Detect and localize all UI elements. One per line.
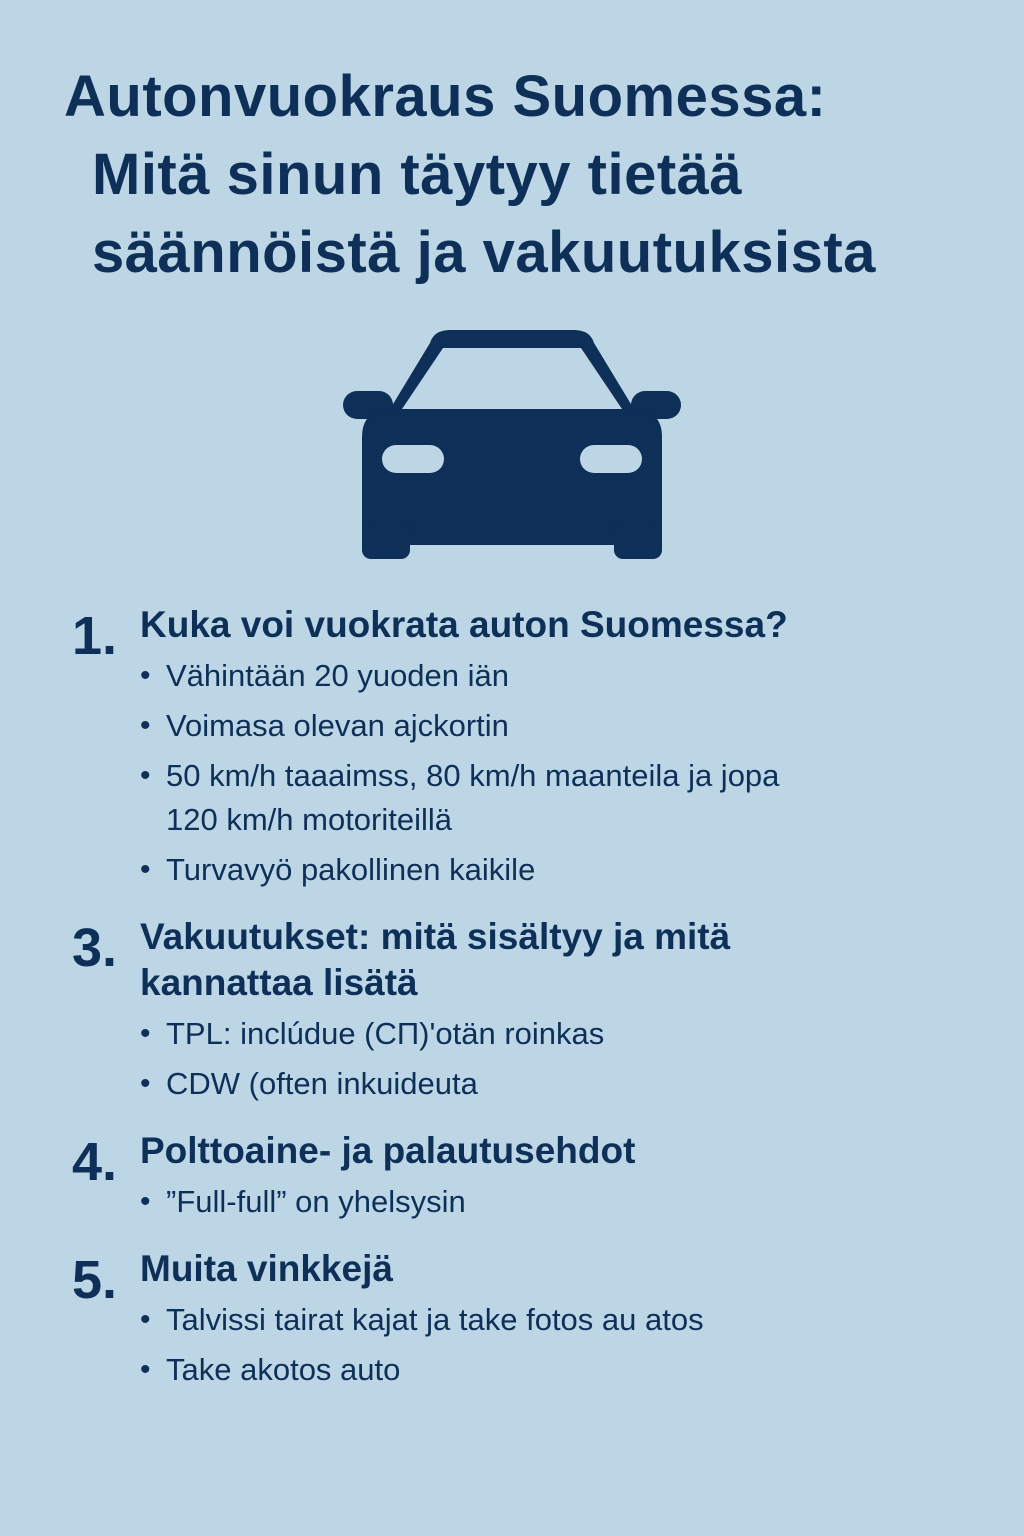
list-item-text: ”Full-full” on yhelsysin (166, 1184, 466, 1219)
section-items (140, 1298, 1024, 1392)
list-item (140, 1298, 1024, 1342)
list-item-text: Take akotos auto (166, 1352, 401, 1387)
bullet-icon: • (140, 1067, 151, 1100)
list-item (140, 1180, 1024, 1224)
list-item (140, 1062, 1024, 1106)
bullet-icon: • (140, 1185, 151, 1218)
bullet-icon: • (140, 1017, 151, 1050)
bullet-icon: • (140, 659, 151, 692)
sections-list (0, 596, 1024, 1392)
list-item-text: Voimasa olevan ajckortin (166, 708, 509, 743)
section-5 (0, 1240, 1024, 1392)
car-icon (340, 325, 684, 565)
section-number: 3. (72, 918, 118, 978)
section-number: 5. (72, 1250, 118, 1310)
list-item (140, 754, 1024, 842)
bullet-icon: • (140, 853, 151, 886)
bullet-icon: • (140, 709, 151, 742)
section-title: Kuka voi vuokrata auton Suomessa? (140, 604, 788, 645)
list-item (140, 1012, 1024, 1056)
section-items (140, 654, 1024, 892)
list-item (140, 848, 1024, 892)
section-items (140, 1012, 1024, 1106)
section-title: Vakuutukset: mitä sisältyy ja mitä kannattaa lisätä (140, 916, 731, 1003)
section-number: 1. (72, 606, 118, 666)
title-line-3: säännöistä ja vakuutuksista (92, 220, 876, 285)
list-item-text: Turvavyö pakollinen kaikile (166, 852, 536, 887)
section-1 (0, 596, 1024, 892)
list-item (140, 704, 1024, 748)
page-title (0, 58, 1024, 292)
bullet-icon: • (140, 1303, 151, 1336)
section-3 (0, 908, 1024, 1106)
section-title: Muita vinkkejä (140, 1248, 393, 1289)
list-item-text: CDW (often inkuideuta (166, 1066, 478, 1101)
section-items (140, 1180, 1024, 1224)
bullet-icon: • (140, 1353, 151, 1386)
title-line-1: Autonvuokraus Suomessa: (64, 64, 827, 129)
section-4 (0, 1122, 1024, 1224)
list-item-text: Talvissi tairat kajat ja take fotos au atos (166, 1302, 704, 1337)
list-item (140, 1348, 1024, 1392)
list-item (140, 654, 1024, 698)
list-item-text: Vähintään 20 yuoden iän (166, 658, 510, 693)
list-item-text: TPL: inclúdue (CП)'otän roinkas (166, 1016, 605, 1051)
list-item-text: 50 km/h taaaimss, 80 km/h maanteila ja jopa 120 km/h motoriteillä (166, 758, 780, 837)
title-line-2: Mitä sinun täytyy tietää (92, 142, 743, 207)
bullet-icon: • (140, 759, 151, 792)
section-title: Polttoaine- ja palautusehdot (140, 1130, 636, 1171)
section-number: 4. (72, 1132, 118, 1192)
